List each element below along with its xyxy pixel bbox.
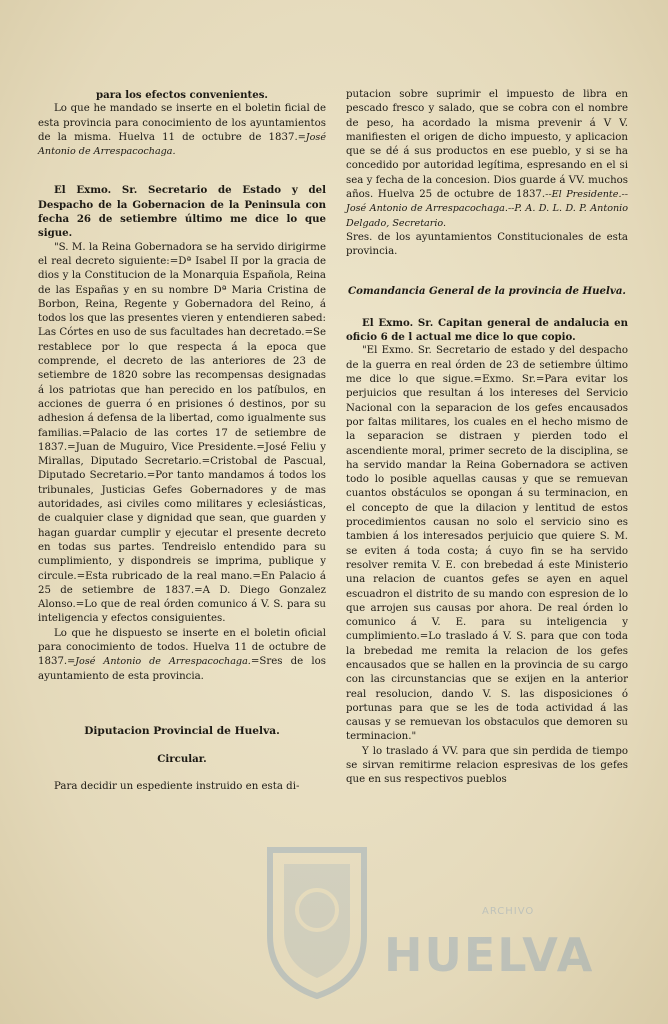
watermark-subtitle: ARCHIVO [482,906,535,917]
left-paragraph-4: Lo que he dispuesto se inserte en el boletin oficial para conocimiento de todos. Huelva 11 de octubre de 1837.=José Antonio de Arrespacochaga.=Sres de los ayuntamiento de esta provincia. [38,627,326,682]
left-opening-line: para los efectos convenientes. [96,89,268,101]
left-section-heading: Diputacion Provincial de Huelva. [84,724,280,737]
right-paragraph-4: Y lo traslado á VV. para que sin perdida de tiempo se sirvan remitirme relacion espresivas de los gefes que en sus respectivos pueblos [346,745,628,786]
right-column [346,88,628,788]
archive-watermark [262,840,622,1000]
shield-icon [262,840,372,1000]
left-paragraph-5: Para decidir un espediente instruido en esta di- [54,781,300,793]
right-section-heading: Comandancia General de la provincia de Huelva. [348,284,626,297]
left-paragraph-1: Lo que he mandado se inserte en el boletin ficial de esta provincia para conocimiento de los ayuntamientos de la misma. Huelva 11 de octubre de 1837.=José Antonio de Arrespacochaga. [38,103,326,158]
left-paragraph-3: "S. M. la Reina Gobernadora se ha servido dirigirme el real decreto siguiente:=Dª Isabel II por la gracia de dios y la Constitucion de la Monarquia Española, Reina de las Españas y en su nombre Dª Maria Cristina de Borbon, Reina, Regente y Gobernadora del Reino, á todos los que las presentes vieren y entendieren sabed: Las Córtes en uso de sus facultades han decretado.=Se restablece por lo que respecta á la epoca que comprende, el decreto de las anteriores de 23 de setiembre de 1820 sobre las recompensas designadas á los patriotas que han perecido en los patíbulos, en acciones de guerra ó en prisiones ó destinos, por su adhesion á defensa de la libertad, como igualmente sus familias.=Palacio de las cortes 17 de setiembre de 1837.=Juan de Muguiro, Vice Presidente.=José Feliu y Mirallas, Diputado Secretario.=Cristobal de Pascual, Diputado Secretario.=Por tanto mandamos á todos los tribunales, Justicias Gefes Gobernadores y de mas autoridades, asi civiles como militares y eclesiásticas, de cualquier clase y dignidad que sean, que guarden y hagan guardar cumplir y ejecutar el presente decreto en todas sus partes. Tendreislo entendido para su cumplimiento, y dispondreis se imprima, publique y circule.=Esta rubricado de la real mano.=En Palacio á 25 de setiembre de 1837.=A D. Diego Gonzalez Alonso.=Lo que de real órden comunico á V. S. para su inteligencia y efectos consiguientes. [38,241,326,625]
left-signature-2: =José Antonio de Arrespacochaga. [67,656,251,668]
right-paragraph-2: El Exmo. Sr. Capitan general de andalucia en oficio 6 de l actual me dice lo que copio. [346,316,628,344]
left-signature-1: =José Antonio de Arrespacochaga. [38,131,326,158]
right-paragraph-1: putacion sobre suprimir el impuesto de libra en pescado fresco y salado, que se cobra con el nombre de peso, ha acordado la misma prevenir á V V. manifiesten el origen de dicho impuesto, y aplicacion que se dé á sus productos en ese pueblo, y si se ha concedido por autoridad legítima, espresando en el si sea y fecha de la concesion. Dios guarde á VV. muchos años. Huelva 25 de octubre de 1837.--El Presidente.--José Antonio de Arrespacochaga.--P. A. D. L. D. P. Antonio Delgado, Secretario. [346,89,628,229]
right-recipients: Sres. de los ayuntamientos Constitucionales de esta provincia. [346,231,628,258]
right-signature-1: --El Presidente.--José Antonio de Arrespacochaga.--P. A. D. L. D. P. Antonio Delgado, Secretario. [346,189,628,229]
right-paragraph-3: "El Exmo. Sr. Secretario de estado y del despacho de la guerra en real órden de 23 de setiembre último me dice lo que sigue.=Exmo. Sr.=Para evitar los perjuicios que resultan á los intereses del Servicio Nacional con la separacion de los gefes encausados por faltas militares, los cuales en el hecho mismo de la separacion se distraen y pierden todo el ascendiente moral, primer secreto de la disciplina, se ha servido mandar la Reina Gobernadora se activen todo lo posible aquellas causas y que se remuevan cuantos obstáculos se opongan á su terminacion, en el concepto de que la dilacion y lentitud de estos procedimientos causan no solo el servicio sino es tambien á los interesados perjuicio que quiere S. M. se eviten á toda costa; á cuyo fin se ha servido resolver remita V. E. con brebedad á este Ministerio una relacion de cuantos gefes se ayen en aquel escuadron el distrito de su mando con espresion de lo que arrojen sus causas por ahora. De real órden lo comunico á V. E. para su inteligencia y cumplimiento.=Lo traslado á V. S. para que con toda la brebedad me remita la relacion de los gefes encausados que se hallen en la provincia de su cargo con las circunstancias que se exijen en la anterior real resolucion, dando V. S. las disposiciones ó portunas para que se les de toda actividad á las causas y se remuevan los obstaculos que demoren su terminacion." [346,345,628,743]
left-column [38,88,326,795]
left-subheading: Circular. [157,753,207,766]
left-paragraph-2: El Exmo. Sr. Secretario de Estado y del Despacho de la Gobernacion de la Peninsula con fecha 26 de setiembre último me dice lo que sigue. [38,184,326,240]
watermark-label: HUELVA [384,928,595,982]
